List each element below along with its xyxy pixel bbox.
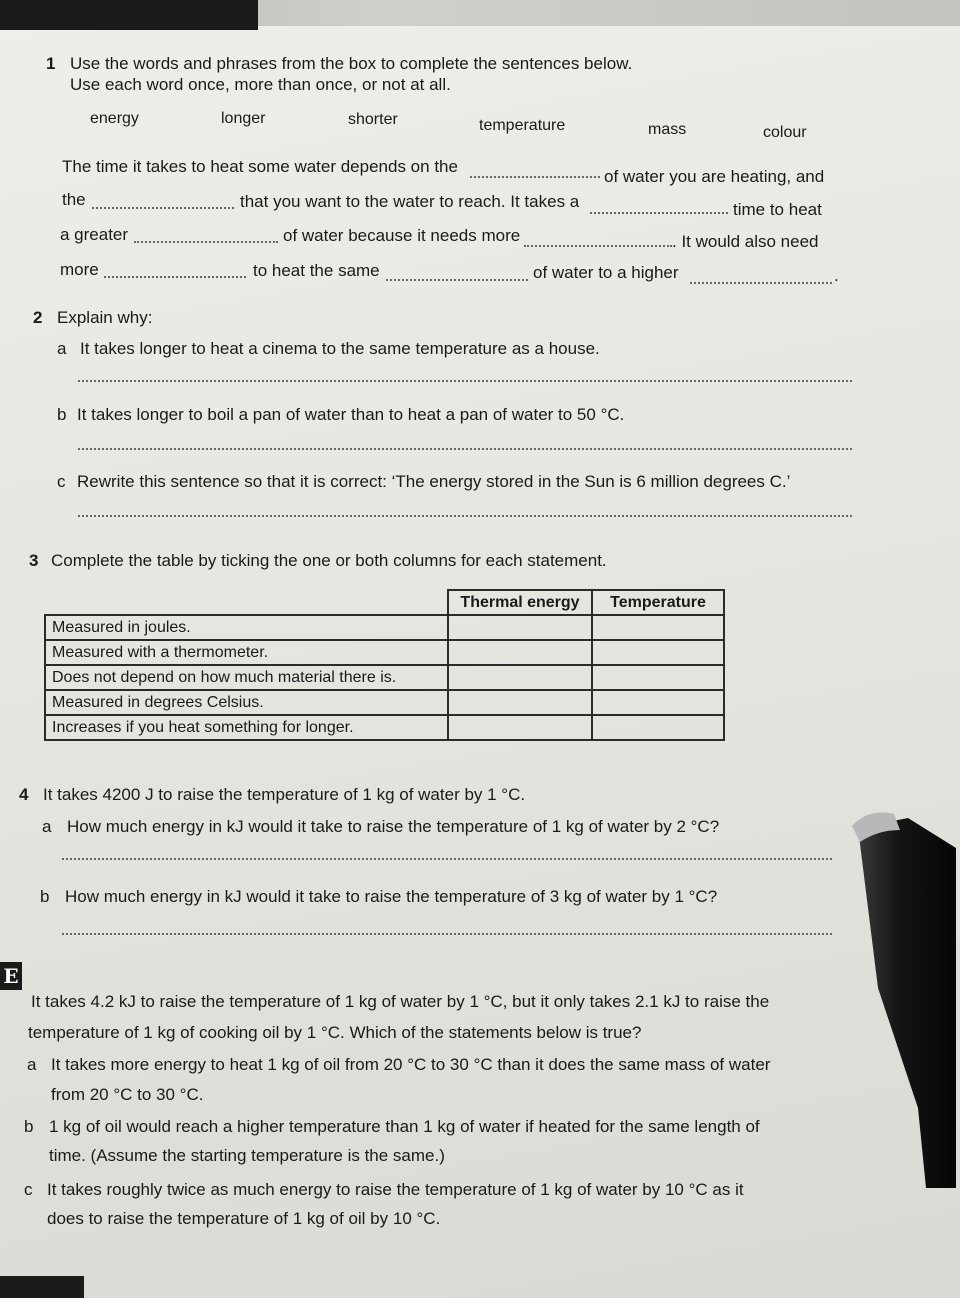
q2-number: 2 xyxy=(33,308,43,327)
q1-instruction-2: Use each word once, more than once, or not at all. xyxy=(70,75,451,94)
q4a-text: How much energy in kJ would it take to raise the temperature of 1 kg of water by 2 °C? xyxy=(67,817,720,836)
qEa-label: a xyxy=(27,1055,37,1074)
q4-number: 4 xyxy=(19,785,29,804)
q1-line4-part2: to heat the same xyxy=(253,261,380,280)
q4a-label: a xyxy=(42,817,52,836)
pen-icon xyxy=(838,808,958,1188)
tick-cell-temperature[interactable] xyxy=(592,615,724,640)
tick-cell-thermal[interactable] xyxy=(448,690,592,715)
footer-black-bar xyxy=(0,1276,84,1298)
tick-cell-temperature[interactable] xyxy=(592,640,724,665)
q1-blank-1[interactable] xyxy=(470,176,600,178)
table-row xyxy=(45,640,724,665)
word-box-item: energy xyxy=(90,110,139,127)
q4b-answer-line[interactable] xyxy=(62,933,832,935)
qEb-label: b xyxy=(24,1117,34,1136)
table-statement: Measured in degrees Celsius. xyxy=(45,690,448,715)
q1-line1-part1: The time it takes to heat some water depends on the xyxy=(62,157,458,176)
q1-instruction-1: Use the words and phrases from the box to complete the sentences below. xyxy=(70,54,633,73)
table-row xyxy=(45,615,724,640)
qEc-label: c xyxy=(24,1180,33,1199)
table-statement: Measured with a thermometer. xyxy=(45,640,448,665)
qEc-line1: It takes roughly twice as much energy to raise the temperature of 1 kg of water by 10 °C as it xyxy=(47,1180,744,1199)
q1-line4-part3: of water to a higher xyxy=(533,263,679,282)
word-box-item: mass xyxy=(648,121,687,138)
table-statement: Measured in joules. xyxy=(45,615,448,640)
tick-cell-thermal[interactable] xyxy=(448,715,592,740)
tick-cell-thermal[interactable] xyxy=(448,615,592,640)
q1-line4-end: . xyxy=(834,266,839,285)
table-row xyxy=(45,715,724,740)
q2-title: Explain why: xyxy=(57,308,153,327)
word-box-item: temperature xyxy=(479,117,566,134)
q1-line3-part2: of water because it needs more xyxy=(283,226,521,245)
table-header-row xyxy=(45,590,724,615)
q1-line1-part2: of water you are heating, and xyxy=(604,167,825,186)
q2a-answer-line[interactable] xyxy=(78,380,852,382)
q1-line2-part1: the xyxy=(62,190,86,209)
tick-cell-thermal[interactable] xyxy=(448,665,592,690)
qE-line2: temperature of 1 kg of cooking oil by 1 °C. Which of the statements below is true? xyxy=(28,1023,642,1042)
q2c-label: c xyxy=(57,472,66,491)
q2a-label: a xyxy=(57,339,67,358)
q1-blank-6[interactable] xyxy=(104,276,246,278)
extension-badge: E xyxy=(0,962,22,990)
table-row xyxy=(45,665,724,690)
table-statement: Increases if you heat something for longer. xyxy=(45,715,448,740)
q4-text: It takes 4200 J to raise the temperature of 1 kg of water by 1 °C. xyxy=(43,785,526,804)
tick-cell-temperature[interactable] xyxy=(592,715,724,740)
q2a-text: It takes longer to heat a cinema to the same temperature as a house. xyxy=(80,339,600,358)
q1-line2-part3: time to heat xyxy=(733,200,822,219)
tick-cell-temperature[interactable] xyxy=(592,690,724,715)
table-statement: Does not depend on how much material there is. xyxy=(45,665,448,690)
q3-number: 3 xyxy=(29,551,39,570)
q1-line2-part2: that you want to the water to reach. It takes a xyxy=(240,192,580,211)
tick-cell-temperature[interactable] xyxy=(592,665,724,690)
q2b-answer-line[interactable] xyxy=(78,448,852,450)
tick-table xyxy=(44,589,725,741)
q1-line4-part1: more xyxy=(60,260,99,279)
q3-text: Complete the table by ticking the one or both columns for each statement. xyxy=(51,551,607,570)
q2c-text: Rewrite this sentence so that it is correct: ‘The energy stored in the Sun is 6 million degrees C.’ xyxy=(77,472,791,491)
q1-blank-4[interactable] xyxy=(134,241,278,243)
word-box-item: shorter xyxy=(348,111,398,128)
table-header-thermal-energy: Thermal energy xyxy=(448,590,592,615)
table-corner xyxy=(45,590,448,615)
qE-line1: It takes 4.2 kJ to raise the temperature of 1 kg of water by 1 °C, but it only takes 2.1 kJ to raise the xyxy=(31,992,770,1011)
q1-line3-part1: a greater xyxy=(60,225,129,244)
qEc-line2: does to raise the temperature of 1 kg of oil by 10 °C. xyxy=(47,1209,441,1228)
q4b-label: b xyxy=(40,887,50,906)
q4b-text: How much energy in kJ would it take to raise the temperature of 3 kg of water by 1 °C? xyxy=(65,887,718,906)
q1-line3-part3: . It would also need xyxy=(672,232,819,251)
q1-blank-7[interactable] xyxy=(386,279,528,281)
tick-cell-thermal[interactable] xyxy=(448,640,592,665)
q1-number: 1 xyxy=(46,54,56,73)
q4a-answer-line[interactable] xyxy=(62,858,832,860)
q1-blank-2[interactable] xyxy=(92,207,234,209)
q1-blank-8[interactable] xyxy=(690,282,832,284)
qEa-line1: It takes more energy to heat 1 kg of oil from 20 °C to 30 °C than it does the same mass of water xyxy=(51,1055,771,1074)
q2b-label: b xyxy=(57,405,67,424)
q2c-answer-line[interactable] xyxy=(78,515,852,517)
qEb-line1: 1 kg of oil would reach a higher temperature than 1 kg of water if heated for the same length of xyxy=(49,1117,760,1136)
table-header-temperature: Temperature xyxy=(592,590,724,615)
q1-blank-3[interactable] xyxy=(590,212,728,214)
q1-blank-5[interactable] xyxy=(524,245,672,247)
qEa-line2: from 20 °C to 30 °C. xyxy=(51,1085,204,1104)
word-box-item: colour xyxy=(763,124,807,141)
table-row xyxy=(45,690,724,715)
q2b-text: It takes longer to boil a pan of water than to heat a pan of water to 50 °C. xyxy=(77,405,625,424)
qEb-line2: time. (Assume the starting temperature is the same.) xyxy=(49,1146,445,1165)
header-black-bar xyxy=(0,0,258,30)
word-box-item: longer xyxy=(221,110,266,127)
